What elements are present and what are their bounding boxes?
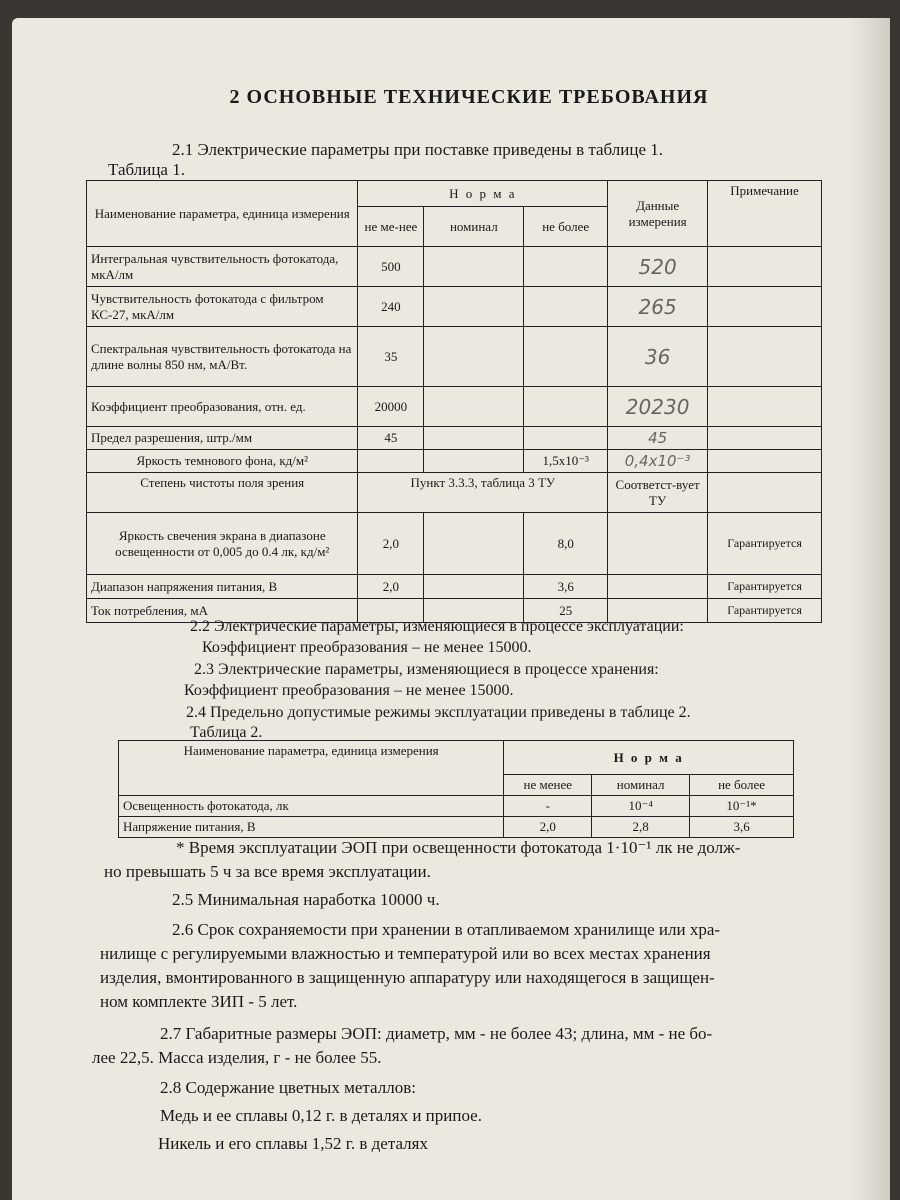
t2-cell-nominal: 2,8: [592, 817, 690, 838]
t2-header-name: Наименование параметра, единица измерения: [119, 741, 504, 796]
paragraph-2-6-line-3: изделия, вмонтированного в защищенную аппаратуру или находящегося в защищен-: [100, 968, 715, 987]
t1-cell-max: [524, 387, 608, 427]
t1-cell-note: [708, 473, 822, 513]
t1-cell-min: 2,0: [358, 513, 424, 575]
t1-cell-nominal: [424, 575, 524, 599]
t1-cell-max: 1,5x10⁻³: [524, 450, 608, 473]
footnote-line-2: но превышать 5 ч за все время эксплуатации.: [104, 862, 431, 881]
table-row: [87, 450, 822, 473]
table-row: [87, 427, 822, 450]
paragraph-2-6-line-2: нилище с регулируемыми влажностью и температурой или во всех местах хранения: [100, 944, 711, 963]
t1-cell-name: Степень чистоты поля зрения: [87, 473, 358, 513]
t1-cell-max: [524, 427, 608, 450]
paragraph-2-2-value: Коэффициент преобразования – не менее 15000.: [202, 639, 532, 656]
paragraph-2-5: 2.5 Минимальная наработка 10000 ч.: [172, 890, 440, 909]
t1-cell-norm-merged: Пункт 3.3.3, таблица 3 ТУ: [358, 473, 608, 513]
t1-cell-name: Ток потребления, мА: [87, 599, 358, 623]
paragraph-2-7-line-1: 2.7 Габаритные размеры ЭОП: диаметр, мм - не более 43; длина, мм - не бо-: [160, 1024, 713, 1043]
t1-cell-min: 240: [358, 287, 424, 327]
t2-cell-name: Напряжение питания, В: [119, 817, 504, 838]
paragraph-2-7-line-2: лее 22,5. Масса изделия, г - не более 55.: [92, 1048, 382, 1067]
paragraph-2-8: 2.8 Содержание цветных металлов:: [160, 1078, 416, 1097]
table-row: [119, 817, 794, 838]
paragraph-2-2: 2.2 Электрические параметры, изменяющиеся в процессе эксплуатации:: [190, 618, 684, 635]
t1-cell-max: 3,6: [524, 575, 608, 599]
t1-header-note: Примечание: [708, 181, 822, 247]
t2-cell-max: 10⁻¹*: [690, 796, 794, 817]
t1-cell-max: [524, 327, 608, 387]
t1-cell-nominal: [424, 287, 524, 327]
paragraph-2-3: 2.3 Электрические параметры, изменяющиеся в процессе хранения:: [194, 661, 659, 678]
paragraph-2-6-line-4: ном комплекте ЗИП - 5 лет.: [100, 992, 298, 1011]
t1-header-measured: Данные измерения: [608, 181, 708, 247]
t1-cell-name: Яркость свечения экрана в диапазоне освещенности от 0,005 до 0.4 лк, кд/м²: [87, 513, 358, 575]
t1-cell-note: Гарантируется: [708, 513, 822, 575]
document-sheet: [12, 18, 890, 1200]
table-row: [87, 473, 822, 513]
t1-cell-name: Интегральная чувствительность фотокатода, мкА/лм: [87, 247, 358, 287]
table2-caption: Таблица 2.: [190, 724, 263, 741]
t1-cell-note: [708, 247, 822, 287]
t1-cell-max: 8,0: [524, 513, 608, 575]
table-row: [87, 287, 822, 327]
table-row: [87, 575, 822, 599]
t1-cell-note: [708, 450, 822, 473]
t1-cell-measured-handwritten: 20230: [608, 387, 708, 427]
t2-header-min: не менее: [504, 775, 592, 796]
t1-cell-min: [358, 450, 424, 473]
table-row: [87, 327, 822, 387]
t1-cell-name: Диапазон напряжения питания, В: [87, 575, 358, 599]
t1-cell-measured-handwritten: 45: [608, 427, 708, 450]
t1-cell-max: [524, 287, 608, 327]
t2-cell-min: 2,0: [504, 817, 592, 838]
section-heading: 2 ОСНОВНЫЕ ТЕХНИЧЕСКИЕ ТРЕБОВАНИЯ: [229, 86, 709, 108]
t1-cell-name: Яркость темнового фона, кд/м²: [87, 450, 358, 473]
paragraph-2-3-value: Коэффициент преобразования – не менее 15000.: [184, 682, 514, 699]
footnote-line-1: * Время эксплуатации ЭОП при освещенности фотокатода 1·10⁻¹ лк не долж-: [176, 838, 741, 857]
t1-cell-note: Гарантируется: [708, 575, 822, 599]
t1-cell-note: [708, 287, 822, 327]
t1-cell-measured-handwritten: 36: [608, 327, 708, 387]
t1-header-nominal: номинал: [424, 207, 524, 247]
t1-cell-measured-handwritten: 520: [608, 247, 708, 287]
t1-cell-note: [708, 327, 822, 387]
t1-cell-nominal: [424, 427, 524, 450]
t1-cell-measured: [608, 575, 708, 599]
t1-cell-nominal: [424, 387, 524, 427]
t2-header-nominal: номинал: [592, 775, 690, 796]
t1-cell-name: Чувствительность фотокатода с фильтром КС-27, мкА/лм: [87, 287, 358, 327]
t1-cell-max: [524, 247, 608, 287]
t2-header-norm: Н о р м а: [504, 741, 794, 775]
t1-header-min: не ме-нее: [358, 207, 424, 247]
t1-cell-nominal: [424, 247, 524, 287]
t1-cell-name: Спектральная чувствительность фотокатода на длине волны 850 нм, мА/Вт.: [87, 327, 358, 387]
t2-cell-name: Освещенность фотокатода, лк: [119, 796, 504, 817]
t1-cell-min: 2,0: [358, 575, 424, 599]
table-row: [87, 387, 822, 427]
table1-caption: Таблица 1.: [108, 160, 185, 179]
table-row: [119, 796, 794, 817]
t1-cell-nominal: [424, 450, 524, 473]
t1-cell-min: 45: [358, 427, 424, 450]
paragraph-2-1: 2.1 Электрические параметры при поставке приведены в таблице 1.: [172, 140, 663, 159]
t1-header-norm: Н о р м а: [358, 181, 608, 207]
t1-cell-min: 35: [358, 327, 424, 387]
paragraph-2-4: 2.4 Предельно допустимые режимы эксплуатации приведены в таблице 2.: [186, 704, 691, 721]
t1-cell-note: [708, 387, 822, 427]
t1-cell-nominal: [424, 327, 524, 387]
paragraph-2-8-nickel: Никель и его сплавы 1,52 г. в деталях: [158, 1134, 428, 1153]
t1-cell-measured-handwritten: 265: [608, 287, 708, 327]
t1-header-max: не более: [524, 207, 608, 247]
t1-cell-min: 20000: [358, 387, 424, 427]
t1-cell-nominal: [424, 513, 524, 575]
t2-header-max: не более: [690, 775, 794, 796]
t2-cell-nominal: 10⁻⁴: [592, 796, 690, 817]
t1-cell-name: Коэффициент преобразования, отн. ед.: [87, 387, 358, 427]
paragraph-2-8-copper: Медь и ее сплавы 0,12 г. в деталях и припое.: [160, 1106, 482, 1125]
table-row: [87, 513, 822, 575]
t1-cell-measured: [608, 513, 708, 575]
t1-cell-max: 25: [524, 599, 608, 623]
t2-cell-min: -: [504, 796, 592, 817]
paragraph-2-6-line-1: 2.6 Срок сохраняемости при хранении в отапливаемом хранилище или хра-: [172, 920, 721, 939]
page-shadow: [850, 18, 890, 1200]
t1-cell-measured: Соответст-вует ТУ: [608, 473, 708, 513]
t2-cell-max: 3,6: [690, 817, 794, 838]
table-2: [118, 740, 794, 838]
t1-header-name: Наименование параметра, единица измерения: [87, 181, 358, 247]
table-row: [87, 247, 822, 287]
table-1: [86, 180, 822, 623]
t1-cell-note: [708, 427, 822, 450]
t1-cell-note: Гарантируется: [708, 599, 822, 623]
t1-cell-min: 500: [358, 247, 424, 287]
t1-cell-name: Предел разрешения, штр./мм: [87, 427, 358, 450]
t1-cell-measured-handwritten: 0,4x10⁻³: [608, 450, 708, 473]
